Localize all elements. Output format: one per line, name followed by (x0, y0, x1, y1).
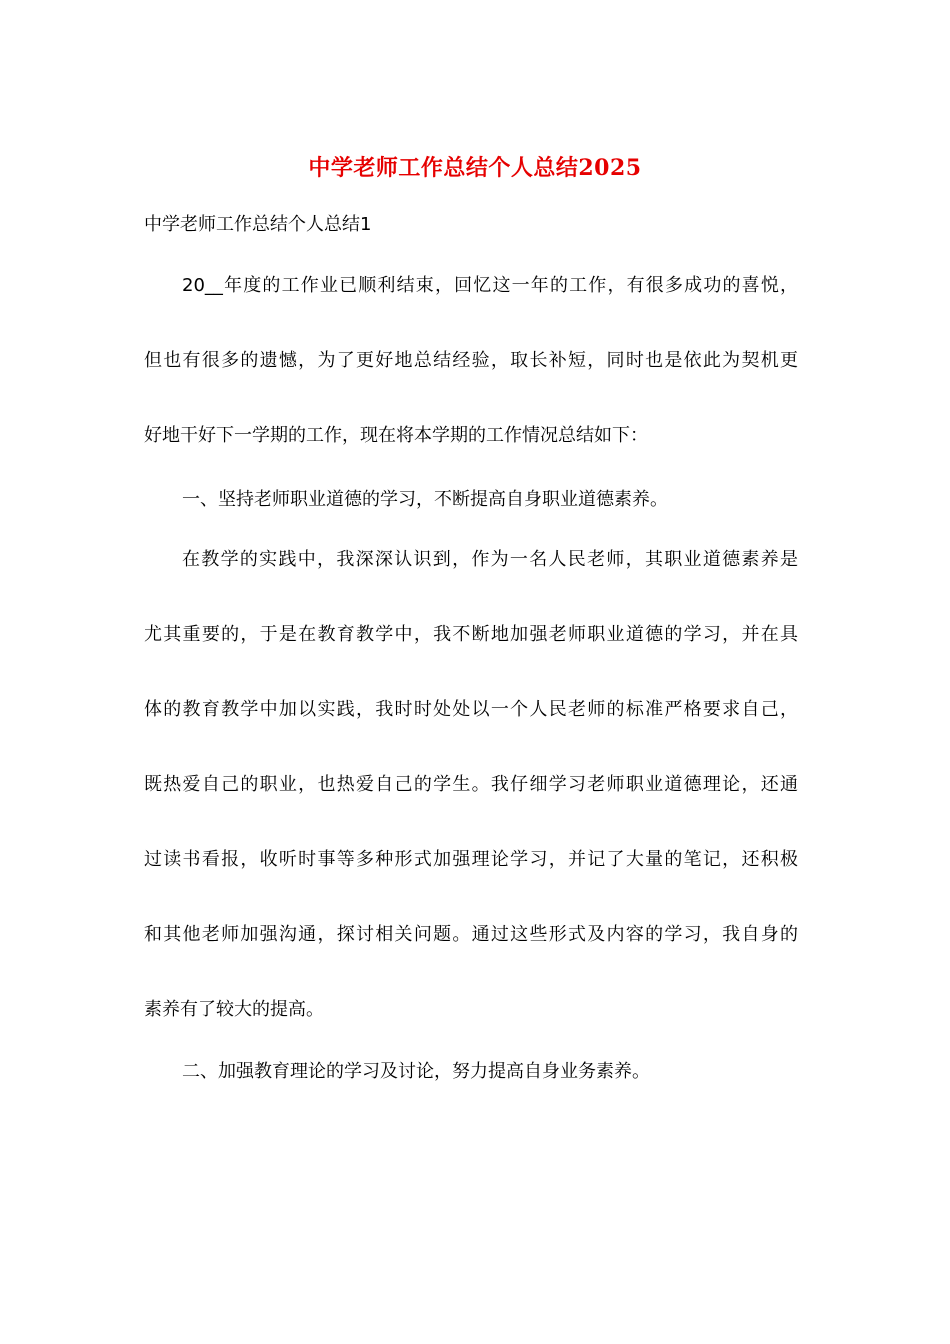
document-title: 中学老师工作总结个人总结2025 (308, 155, 642, 181)
paragraph-line: 在教学的实践中，我深深认识到，作为一名人民老师，其职业道德素养是 (182, 549, 798, 570)
section-heading: 中学老师工作总结个人总结1 (144, 214, 372, 235)
paragraph-line: 素养有了较大的提高。 (144, 999, 324, 1020)
paragraph-line: 但也有很多的遗憾，为了更好地总结经验，取长补短，同时也是依此为契机更 (144, 350, 798, 371)
paragraph-line: 体的教育教学中加以实践，我时时处处以一个人民老师的标准严格要求自己， (144, 699, 798, 720)
paragraph-line: 尤其重要的，于是在教育教学中，我不断地加强老师职业道德的学习，并在具 (144, 624, 798, 645)
paragraph-line: 好地干好下一学期的工作，现在将本学期的工作情况总结如下： (144, 425, 648, 446)
section-heading: 二、加强教育理论的学习及讨论，努力提高自身业务素养。 (182, 1061, 650, 1082)
paragraph-line: 和其他老师加强沟通，探讨相关问题。通过这些形式及内容的学习，我自身的 (144, 924, 798, 945)
paragraph-line: 过读书看报，收听时事等多种形式加强理论学习，并记了大量的笔记，还积极 (144, 849, 798, 870)
section-heading: 一、坚持老师职业道德的学习，不断提高自身职业道德素养。 (182, 489, 668, 510)
paragraph-line: 既热爱自己的职业，也热爱自己的学生。我仔细学习老师职业道德理论，还通 (144, 774, 798, 795)
paragraph-line: 20__年度的工作业已顺利结束，回忆这一年的工作，有很多成功的喜悦， (182, 275, 798, 296)
